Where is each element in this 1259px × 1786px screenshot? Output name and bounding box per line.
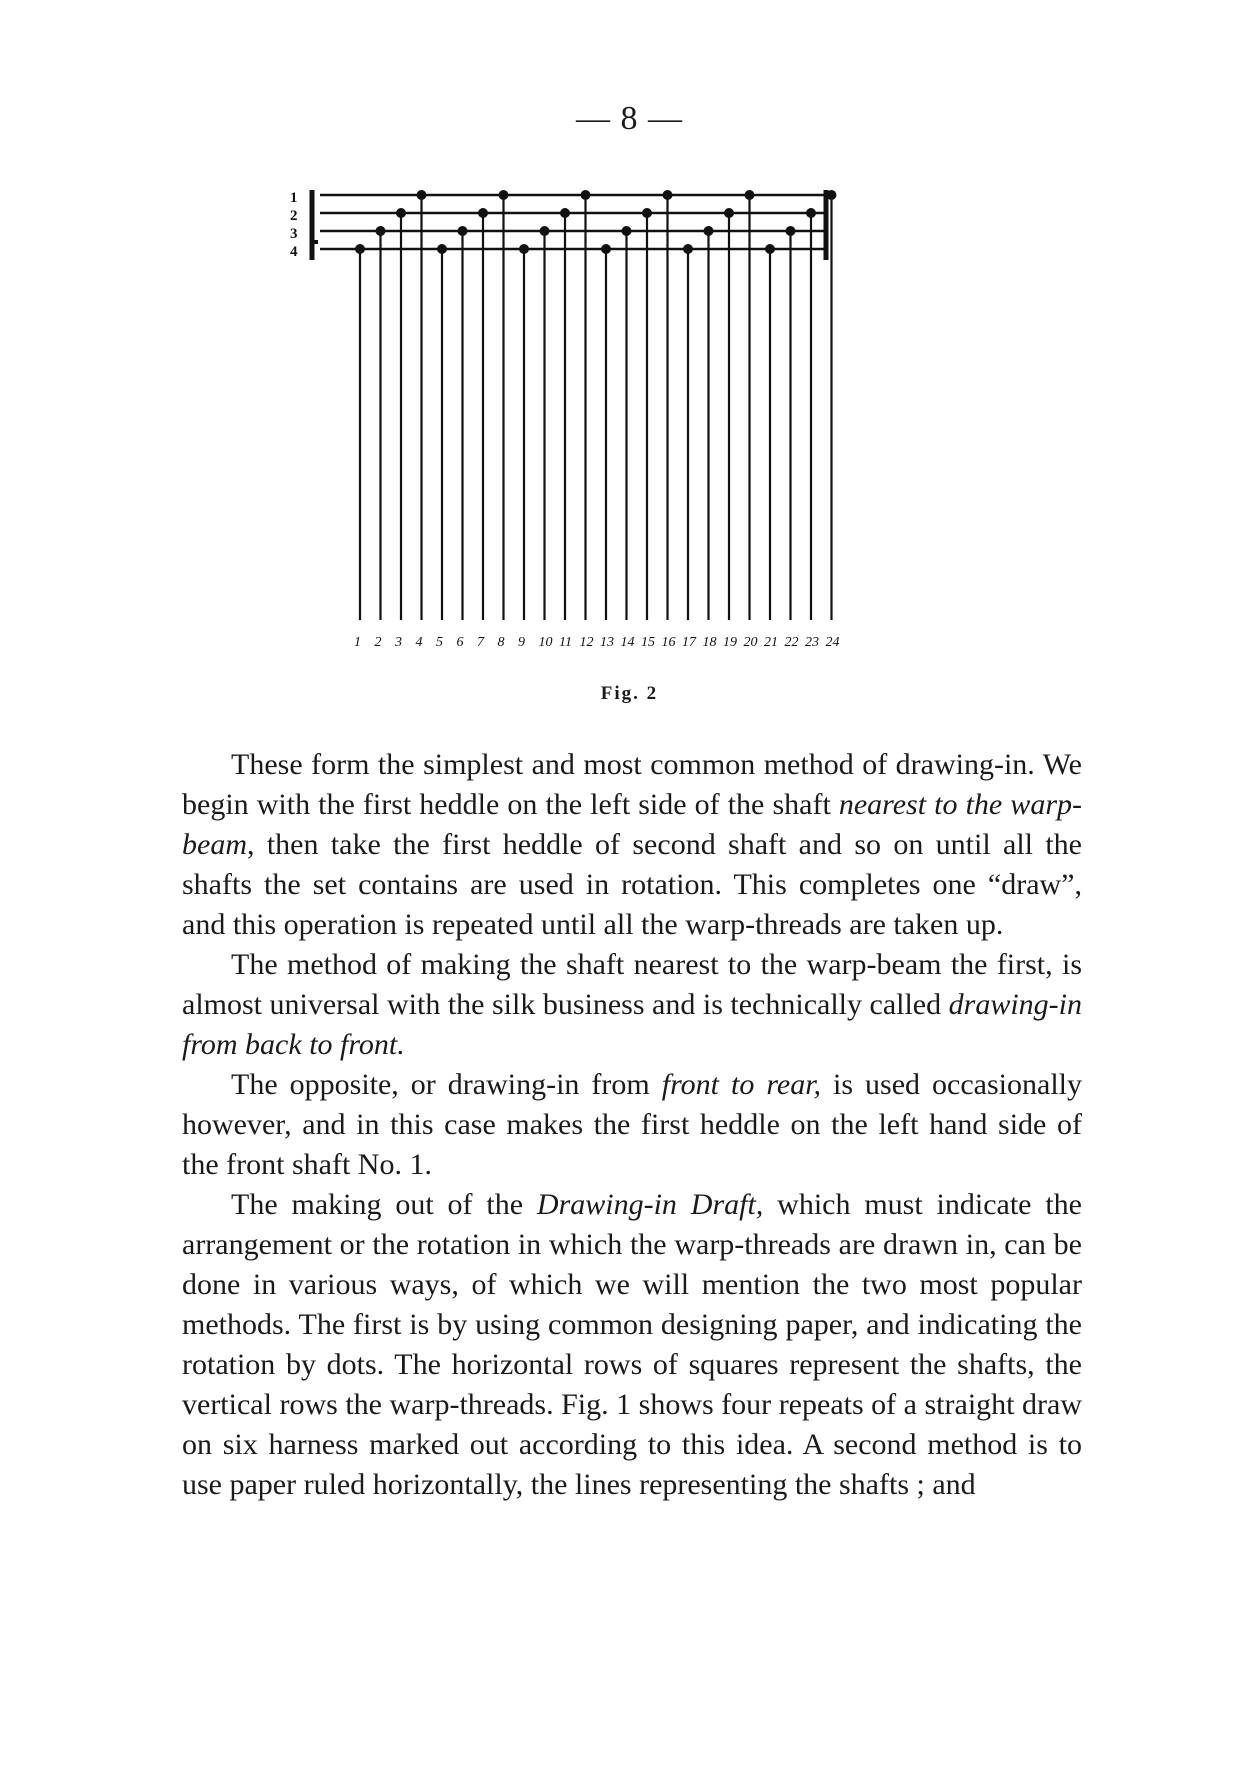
thread-label: 12 — [579, 635, 594, 650]
shaft-label: 4 — [290, 244, 298, 260]
warp-thread — [622, 226, 632, 620]
warp-thread — [376, 226, 386, 620]
text-run: The method of making the shaft nearest to the warp-beam the first, is almost universal with the silk business and is technically called — [182, 948, 1082, 1021]
warp-thread — [396, 208, 406, 620]
warp-thread — [745, 190, 755, 620]
warp-thread — [765, 244, 775, 620]
figure-caption: Fig. 2 — [600, 683, 659, 704]
warp-thread — [663, 190, 673, 620]
text-run: which must indicate the arrangement or the rotation in which the warp-threads are drawn in, can be done in various ways, of which we will mention the two most popular methods. The first is by using common designing paper, and indicating the rotation by dots. The horizontal rows of squares represent the shafts, the vertical rows the warp-threads. Fig. 1 shows four repeats of a straight draw on six harness marked out according to this idea. A second method is to use paper ruled horizontally, the lines representing the shafts ; and — [182, 1188, 1082, 1501]
italic-phrase: nearest to the warp-beam — [182, 788, 1082, 861]
warp-thread — [704, 226, 714, 620]
thread-label: 15 — [641, 635, 655, 650]
thread-label: 5 — [436, 635, 443, 650]
text-run: The opposite, or drawing-in from — [231, 1068, 662, 1101]
italic-phrase: Drawing-in Draft, — [536, 1188, 764, 1221]
thread-label: 10 — [538, 635, 553, 650]
text-run: The making out of the — [231, 1188, 537, 1221]
warp-thread — [437, 244, 447, 620]
text-run: , then take the first heddle of second shaft and so on until all the shafts the set contains are used in rotation. This completes one “draw”, and this operation is repeated until all the warp-threads are taken up. — [182, 828, 1082, 941]
thread-label: 17 — [682, 635, 696, 650]
body-text — [182, 745, 1082, 1505]
text-run: These form the simplest and most common method of drawing-in. We begin with the first heddle on the left side of the shaft — [182, 748, 1082, 821]
thread-label: 19 — [723, 635, 737, 650]
warp-thread — [355, 244, 365, 620]
shaft-label: 3 — [290, 226, 298, 242]
paragraph — [182, 1065, 1082, 1185]
thread-label: 24 — [825, 635, 840, 650]
thread-label: 23 — [805, 635, 819, 650]
shaft-label: 2 — [290, 208, 298, 224]
italic-phrase: front to rear, — [661, 1068, 822, 1101]
shaft-label: 1 — [290, 190, 298, 206]
paragraph — [182, 945, 1082, 1065]
warp-thread — [499, 190, 509, 620]
thread-label: 22 — [784, 635, 799, 650]
warp-thread — [786, 226, 796, 620]
thread-label: 2 — [374, 635, 382, 650]
warp-thread — [417, 190, 427, 620]
thread-label: 14 — [620, 635, 635, 650]
thread-label: 4 — [415, 635, 423, 650]
thread-label: 18 — [702, 635, 717, 650]
warp-thread — [642, 208, 652, 620]
paragraph — [182, 1185, 1082, 1505]
thread-label: 16 — [661, 635, 676, 650]
warp-thread — [478, 208, 488, 620]
thread-label: 1 — [354, 635, 361, 650]
paragraph — [182, 745, 1082, 945]
thread-label: 21 — [764, 635, 778, 650]
italic-phrase: drawing-in from back to front. — [182, 988, 1082, 1061]
drawing-in-draft-figure — [290, 190, 970, 670]
warp-thread — [540, 226, 550, 620]
page-number: — 8 — — [576, 100, 683, 137]
warp-thread — [724, 208, 734, 620]
warp-thread — [560, 208, 570, 620]
thread-label: 3 — [395, 635, 402, 650]
warp-thread — [458, 226, 468, 620]
warp-thread — [683, 244, 693, 620]
thread-label: 13 — [600, 635, 614, 650]
warp-thread — [806, 208, 816, 620]
thread-label: 6 — [456, 635, 464, 650]
thread-label: 11 — [559, 635, 572, 650]
text-run: is used occasionally however, and in this case makes the first heddle on the left hand side of the front shaft No. 1. — [182, 1068, 1082, 1181]
thread-label: 8 — [497, 635, 505, 650]
warp-thread — [581, 190, 591, 620]
warp-thread — [519, 244, 529, 620]
thread-label: 7 — [477, 635, 484, 650]
warp-thread — [601, 244, 611, 620]
thread-label: 20 — [743, 635, 758, 650]
thread-label: 9 — [518, 635, 525, 650]
